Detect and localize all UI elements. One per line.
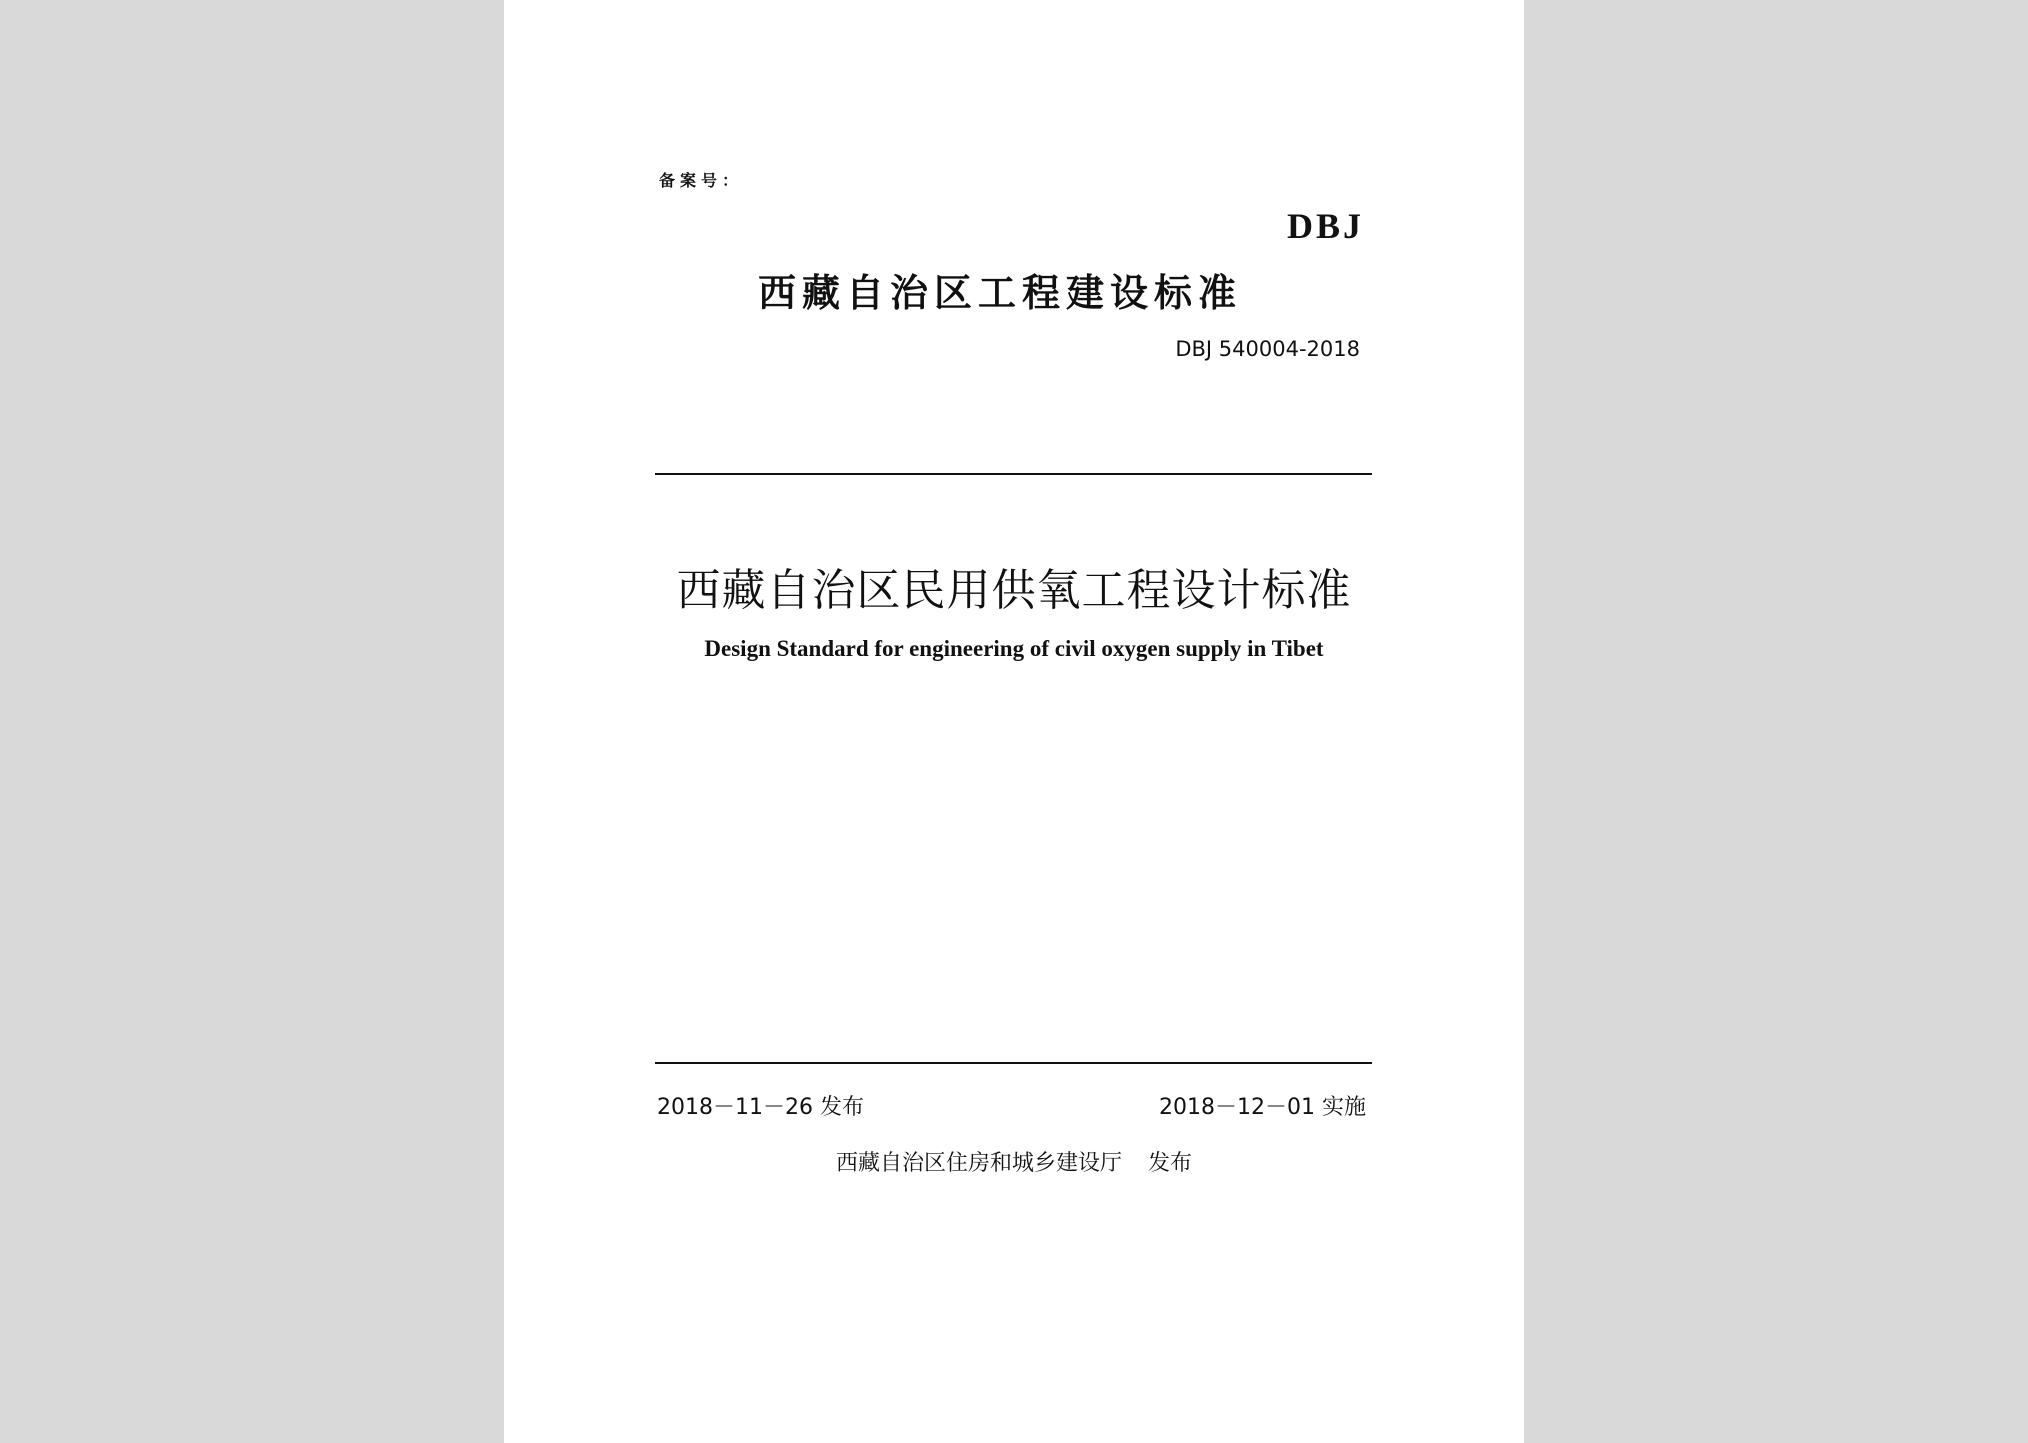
issue-date: 2018－11－26 发布 xyxy=(657,1095,864,1120)
document-title-en: Design Standard for engineering of civil oxygen supply in Tibet xyxy=(704,636,1324,661)
bottom-divider xyxy=(655,1062,1372,1064)
series-code: DBJ xyxy=(1286,206,1364,246)
publisher-line xyxy=(504,1146,1524,1177)
publisher-name: 西藏自治区住房和城乡建设厅 xyxy=(835,1151,1122,1176)
effective-date: 2018－12－01 实施 xyxy=(1159,1095,1366,1120)
top-divider xyxy=(655,473,1372,475)
document-page xyxy=(504,0,1524,1443)
publisher-action: 发布 xyxy=(1148,1151,1193,1176)
document-title-cn: 西藏自治区民用供氧工程设计标准 xyxy=(676,565,1352,616)
standard-number: DBJ 540004-2018 xyxy=(1175,337,1360,361)
series-title: 西藏自治区工程建设标准 xyxy=(758,271,1243,315)
filing-number-label: 备案号： xyxy=(659,171,744,190)
